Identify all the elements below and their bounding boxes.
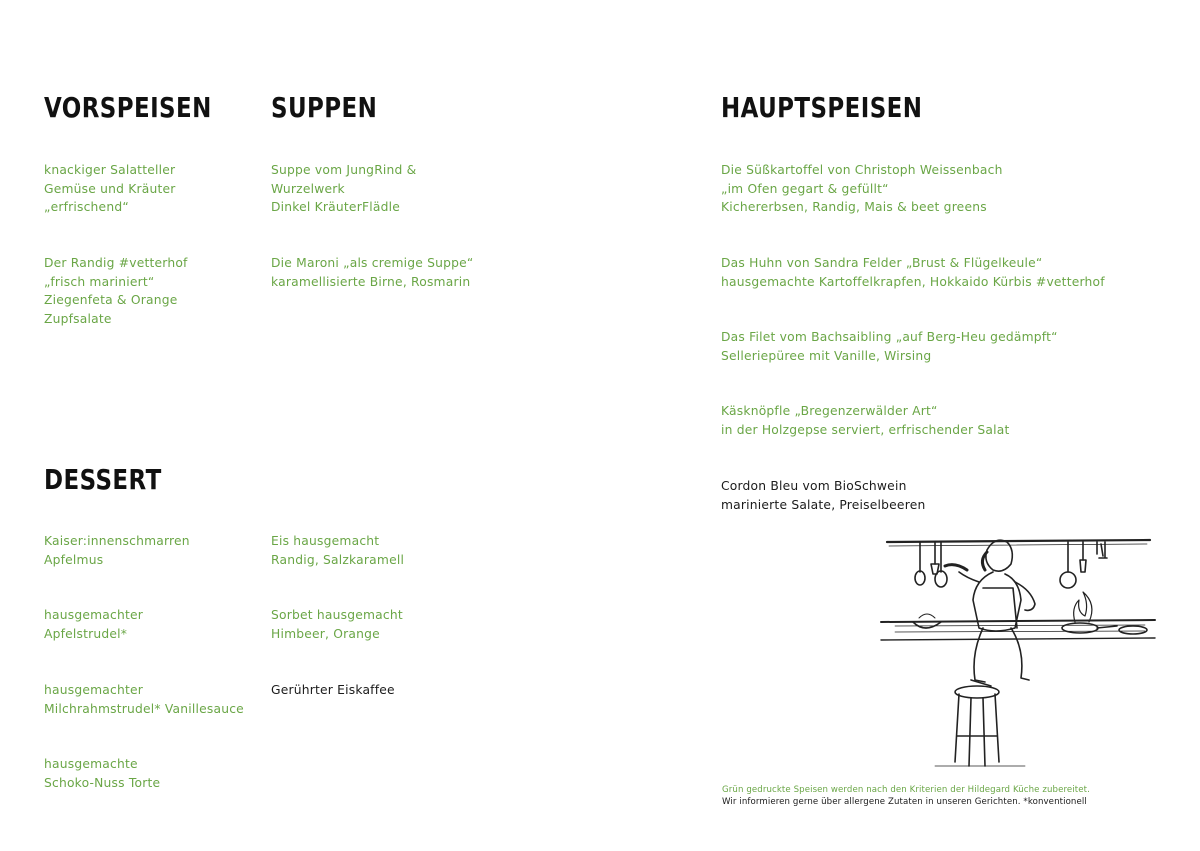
menu-item-randig: [44, 254, 188, 328]
item-line: hausgemachte Kartoffelkrapfen, Hokkaido Kürbis #vetterhof: [721, 274, 1105, 289]
item-line: Apfelstrudel*: [44, 626, 128, 641]
item-line: Das Filet vom Bachsaibling „auf Berg-Heu gedämpft“: [721, 330, 1058, 344]
item-line: Das Huhn von Sandra Felder „Brust & Flügelkeule“: [721, 256, 1043, 270]
menu-item-suesskartoffel: [721, 161, 1003, 217]
item-line: Eis hausgemacht: [271, 534, 380, 548]
menu-item-maroni-suppe: [271, 254, 474, 291]
heading-dessert: DESSERT: [44, 463, 162, 496]
menu-item-sorbet: [271, 606, 403, 643]
item-line: Milchrahmstrudel* Vanillesauce: [44, 701, 244, 716]
item-line: Käsknöpfle „Bregenzerwälder Art“: [721, 404, 938, 418]
item-line: Gemüse und Kräuter: [44, 181, 176, 196]
item-line: Zupfsalate: [44, 311, 112, 326]
heading-suppen: SUPPEN: [271, 91, 378, 124]
item-line: Apfelmus: [44, 552, 104, 567]
item-line: Schoko-Nuss Torte: [44, 775, 161, 790]
item-line: in der Holzgepse serviert, erfrischender Salat: [721, 422, 1010, 437]
menu-item-apfelstrudel: [44, 606, 143, 643]
item-line: Cordon Bleu vom BioSchwein: [721, 479, 907, 493]
item-line: Die Süßkartoffel von Christoph Weissenbach: [721, 163, 1003, 177]
item-line: Die Maroni „als cremige Suppe“: [271, 256, 474, 270]
item-line: hausgemachter: [44, 608, 144, 622]
item-line: Sorbet hausgemacht: [271, 608, 403, 622]
item-line: Wurzelwerk: [271, 181, 345, 196]
menu-item-jungrind-suppe: [271, 161, 416, 217]
item-line: Himbeer, Orange: [271, 626, 380, 641]
footnote-allergen-line: Wir informieren gerne über allergene Zutaten in unseren Gerichten. *konventionell: [722, 797, 1087, 807]
menu-item-salatteller: [44, 161, 176, 217]
item-line: Suppe vom JungRind &: [271, 163, 417, 177]
item-line: knackiger Salatteller: [44, 163, 176, 177]
item-line: „im Ofen gegart & gefüllt“: [721, 181, 889, 196]
menu-item-milchrahmstrudel: [44, 681, 244, 718]
item-line: Randig, Salzkaramell: [271, 552, 405, 567]
menu-item-kaesknoepfle: [721, 402, 1010, 439]
menu-item-cordon-bleu: [721, 477, 925, 514]
item-line: „frisch mariniert“: [44, 274, 155, 289]
item-line: Kichererbsen, Randig, Mais & beet greens: [721, 200, 987, 215]
heading-vorspeisen: VORSPEISEN: [44, 91, 212, 124]
item-line: hausgemachte: [44, 757, 138, 771]
item-line: Ziegenfeta & Orange: [44, 293, 178, 308]
footnote-green-line: Grün gedruckte Speisen werden nach den Kriterien der Hildegard Küche zubereitet.: [722, 785, 1090, 795]
item-line: Selleriepüree mit Vanille, Wirsing: [721, 348, 932, 363]
item-line: marinierte Salate, Preiselbeeren: [721, 497, 926, 512]
item-line: hausgemachter: [44, 683, 144, 697]
heading-hauptspeisen: HAUPTSPEISEN: [721, 91, 923, 124]
item-line: Kaiser:innenschmarren: [44, 534, 190, 548]
item-line: Dinkel KräuterFlädle: [271, 200, 400, 215]
menu-item-bachsaibling: [721, 328, 1058, 365]
item-line: Der Randig #vetterhof: [44, 256, 188, 270]
item-line: Gerührter Eiskaffee: [271, 683, 395, 697]
menu-item-eis: [271, 532, 404, 569]
menu-item-schoko-nuss-torte: [44, 755, 160, 792]
item-line: „erfrischend“: [44, 200, 129, 215]
kitchen-chef-sketch-icon: [875, 530, 1160, 770]
menu-item-huhn: [721, 254, 1105, 291]
menu-item-kaiserschmarren: [44, 532, 190, 569]
item-line: karamellisierte Birne, Rosmarin: [271, 274, 471, 289]
menu-item-eiskaffee: [271, 681, 395, 700]
